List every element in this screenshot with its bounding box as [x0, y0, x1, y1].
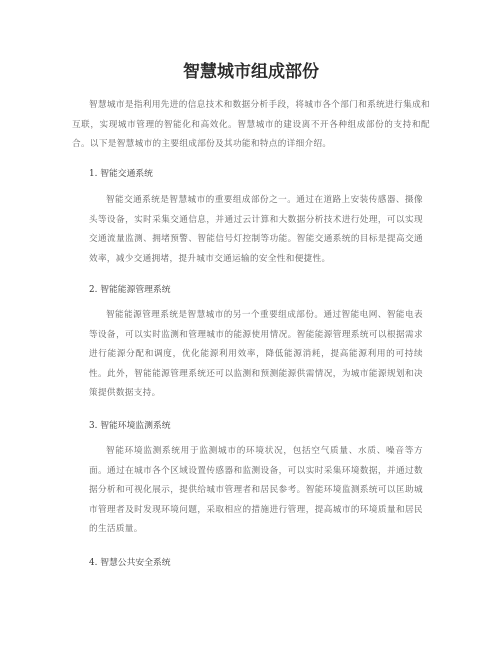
section-heading-1: 1. 智能交通系统	[89, 169, 153, 179]
document-title: 智慧城市组成部份	[183, 62, 319, 82]
section-heading-2: 2. 智能能源管理系统	[89, 285, 171, 295]
section-body-2: 智能能源管理系统是智慧城市的另一个重要组成部份。通过智能电网、智能电表等设备，可以实时监测和管理城市的能源使用情况。智能能源管理系统可以根据需求进行能源分配和调度，优化能源利用效率，降低能源消耗，提高能源利用的可持续性。此外，智能能源管理系统还可以监测和预测能源供需情况，为城市能源规划和决策提供数据支持。	[89, 310, 423, 398]
intro-paragraph: 智慧城市是指利用先进的信息技术和数据分析手段，将城市各个部门和系统进行集成和互联，实现城市管理的智能化和高效化。智慧城市的建设离不开各种组成部份的支持和配合。以下是智慧城市的主要组成部份及其功能和特点的详细介绍。	[72, 100, 430, 149]
section-heading-3: 3. 智能环境监测系统	[89, 421, 171, 431]
section-heading-4: 4. 智慧公共安全系统	[89, 558, 171, 568]
section-body-1: 智能交通系统是智慧城市的重要组成部份之一。通过在道路上安装传感器、摄像头等设备，实时采集交通信息，并通过云计算和大数据分析技术进行处理，可以实现交通流量监测、拥堵预警、智能信号灯控制等功能。智能交通系统的目标是提高交通效率，减少交通拥堵，提升城市交通运输的安全性和便捷性。	[89, 195, 423, 264]
section-body-3: 智能环境监测系统用于监测城市的环境状况，包括空气质量、水质、噪音等方面。通过在城市各个区域设置传感器和监测设备，可以实时采集环境数据，并通过数据分析和可视化展示，提供给城市管理者和居民参考。智能环境监测系统可以匡助城市管理者及时发现环境问题，采取相应的措施进行管理，提高城市的环境质量和居民的生活质量。	[89, 446, 423, 534]
